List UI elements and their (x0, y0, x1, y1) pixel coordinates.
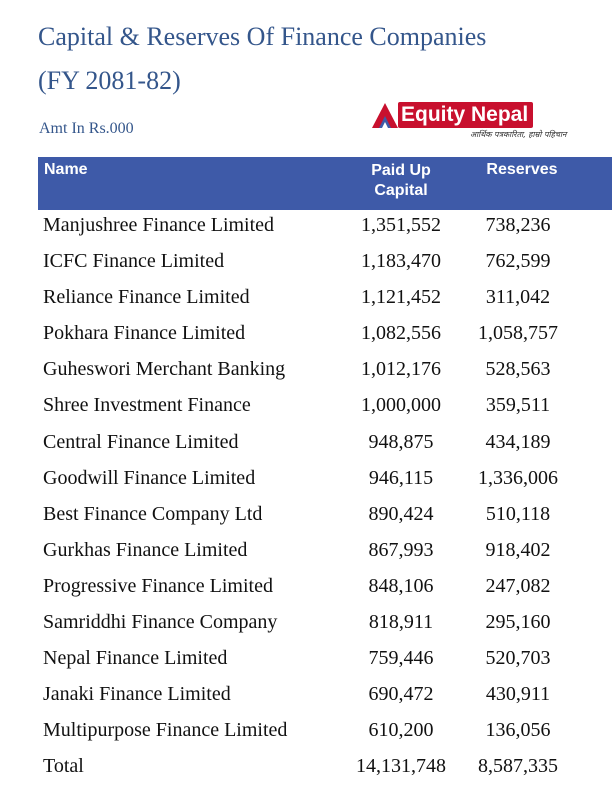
reserves-cell: 528,563 (485, 358, 551, 381)
company-name-cell: Central Finance Limited (43, 430, 239, 453)
table-row (38, 643, 612, 679)
paid-up-capital-cell: 690,472 (368, 683, 434, 706)
header-paid-up-line1: Paid Up (371, 162, 431, 179)
paid-up-capital-cell: 848,106 (368, 574, 434, 597)
table-body (38, 210, 612, 788)
header-paid-up-capital (353, 161, 449, 201)
capital-reserves-table (38, 157, 612, 788)
paid-up-capital-cell: 946,115 (368, 466, 434, 489)
table-row (38, 210, 612, 246)
company-name-cell: Goodwill Finance Limited (43, 466, 256, 489)
logo-tagline: आर्थिक पत्रकारिता, हाम्रो पहिचान (470, 130, 567, 139)
reserves-cell: 738,236 (485, 214, 551, 236)
company-name-cell: Manjushree Finance Limited (43, 214, 275, 236)
header-reserves: Reserves (486, 161, 558, 178)
header-name: Name (44, 161, 88, 178)
paid-up-capital-cell: 14,131,748 (356, 755, 446, 778)
table-row (38, 679, 612, 715)
company-name-cell: ICFC Finance Limited (43, 250, 225, 273)
table-header (38, 157, 612, 210)
table-row (38, 535, 612, 571)
logo-triangle-icon (370, 100, 400, 130)
reserves-cell: 1,336,006 (478, 466, 558, 489)
company-name-cell: Pokhara Finance Limited (43, 322, 246, 345)
company-name-cell: Guheswori Merchant Banking (43, 358, 286, 381)
amount-unit-note: Amt In Rs.000 (39, 120, 134, 137)
reserves-cell: 136,056 (485, 719, 551, 742)
logo-wordmark: Equity Nepal (398, 102, 533, 128)
table-row (38, 463, 612, 499)
paid-up-capital-cell: 867,993 (368, 538, 434, 561)
company-name-cell: Multipurpose Finance Limited (43, 719, 288, 742)
reserves-cell: 520,703 (485, 647, 551, 670)
table-row (38, 354, 612, 390)
company-name-cell: Nepal Finance Limited (43, 647, 228, 670)
table-row (38, 571, 612, 607)
paid-up-capital-cell: 610,200 (368, 719, 434, 742)
table-row (38, 607, 612, 643)
company-name-cell: Samriddhi Finance Company (43, 611, 278, 634)
table-total-row (38, 751, 612, 787)
reserves-cell: 762,599 (485, 250, 551, 273)
paid-up-capital-cell: 1,000,000 (361, 394, 441, 417)
reserves-cell: 510,118 (485, 502, 551, 525)
company-name-cell: Best Finance Company Ltd (43, 502, 263, 525)
reserves-cell: 918,402 (485, 538, 551, 561)
table-row (38, 715, 612, 751)
reserves-cell: 430,911 (485, 683, 551, 706)
company-name-cell: Janaki Finance Limited (43, 683, 231, 706)
company-name-cell: Shree Investment Finance (43, 394, 251, 417)
fiscal-year-subtitle: (FY 2081-82) (38, 66, 181, 95)
reserves-cell: 359,511 (485, 394, 551, 417)
paid-up-capital-cell: 818,911 (368, 611, 434, 634)
paid-up-capital-cell: 1,183,470 (361, 250, 441, 273)
company-name-cell: Gurkhas Finance Limited (43, 538, 248, 561)
paid-up-capital-cell: 1,082,556 (361, 322, 441, 345)
reserves-cell: 434,189 (485, 430, 551, 453)
company-name-cell: Reliance Finance Limited (43, 286, 250, 309)
table-row (38, 282, 612, 318)
reserves-cell: 1,058,757 (478, 322, 558, 345)
paid-up-capital-cell: 1,121,452 (361, 286, 441, 309)
reserves-cell: 8,587,335 (478, 755, 558, 778)
header-paid-up-line2: Capital (374, 182, 428, 199)
paid-up-capital-cell: 759,446 (368, 647, 434, 670)
paid-up-capital-cell: 1,012,176 (361, 358, 441, 381)
equity-nepal-logo (368, 98, 574, 140)
table-row (38, 427, 612, 463)
reserves-cell: 247,082 (485, 574, 551, 597)
reserves-cell: 311,042 (485, 286, 551, 309)
paid-up-capital-cell: 1,351,552 (361, 214, 441, 236)
company-name-cell: Progressive Finance Limited (43, 574, 273, 597)
table-row (38, 390, 612, 426)
paid-up-capital-cell: 890,424 (368, 502, 434, 525)
company-name-cell: Total (43, 755, 84, 778)
paid-up-capital-cell: 948,875 (368, 430, 434, 453)
table-row (38, 318, 612, 354)
table-row (38, 246, 612, 282)
table-row (38, 499, 612, 535)
page-title: Capital & Reserves Of Finance Companies (38, 22, 487, 51)
reserves-cell: 295,160 (485, 611, 551, 634)
